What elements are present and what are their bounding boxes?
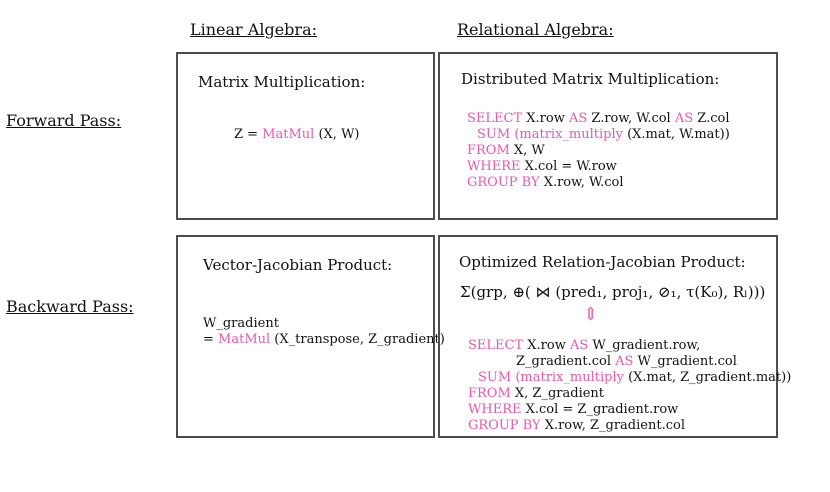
kw-as: AS [674, 111, 694, 126]
kw-matrix-multiply: (matrix_multiply [510, 127, 623, 142]
txt: X.col = Z_gradient.row [521, 402, 679, 417]
txt: (X_transpose, Z_gradient) [270, 332, 445, 347]
txt: Z.row, W.col [587, 111, 675, 126]
txt: = [203, 332, 219, 347]
kw-group-by: GROUP BY [468, 418, 541, 433]
double-arrow-icon: ⇕ [583, 304, 599, 325]
kw-sum: SUM [478, 370, 512, 385]
sql-line-where [467, 159, 617, 175]
kw-as: AS [615, 354, 634, 369]
txt: Z_gradient.col [516, 354, 616, 369]
distributed-matmul-box [438, 52, 778, 220]
relational-algebra-header: Relational Algebra: [457, 20, 614, 39]
matrix-multiplication-title: Matrix Multiplication: [198, 73, 366, 91]
forward-pass-label: Forward Pass: [6, 111, 122, 130]
sql-line-select [468, 338, 700, 354]
kw-from: FROM [468, 386, 511, 401]
sql-line-from [468, 386, 604, 402]
kw-from: FROM [467, 143, 510, 158]
eq-right: (X, W) [314, 127, 360, 142]
sql-line-sum [477, 127, 730, 143]
txt: X, Z_gradient [510, 386, 605, 401]
distributed-matmul-title: Distributed Matrix Multiplication: [461, 70, 720, 88]
txt: (X.mat, Z_gradient.mat)) [623, 370, 792, 385]
relation-jacobian-title: Optimized Relation-Jacobian Product: [459, 253, 746, 271]
kw-as: AS [568, 111, 588, 126]
sql-line-sum [478, 370, 791, 386]
kw-group-by: GROUP BY [467, 175, 540, 190]
txt: W_gradient.row, [588, 338, 701, 353]
kw-where: WHERE [468, 402, 522, 417]
vector-jacobian-box [176, 235, 445, 438]
vjp-line-2 [203, 332, 445, 348]
txt: X.row, W.col [539, 175, 624, 190]
eq-left: Z = [234, 127, 263, 142]
vjp-line-1: W_gradient [203, 316, 279, 331]
kw-where: WHERE [467, 159, 521, 174]
kw-matrix-multiply: (matrix_multiply [511, 370, 624, 385]
txt: X, W [509, 143, 545, 158]
relation-jacobian-box [438, 235, 792, 438]
matmul-fn: MatMul [262, 127, 315, 142]
txt: X.row, Z_gradient.col [540, 418, 685, 433]
matmul-equation [234, 127, 360, 143]
relation-jacobian-formula: Σ(grp, ⊕( ⋈ (pred₁, proj₁, ⊘₁, τ(K₀), Rₗ))) [460, 283, 766, 301]
txt: X.row [523, 338, 570, 353]
backward-pass-label: Backward Pass: [6, 297, 134, 316]
txt: (X.mat, W.mat)) [622, 127, 730, 142]
sql-line-from [467, 143, 545, 159]
sql-line-groupby [468, 418, 685, 434]
sql-line-select-cont [516, 354, 737, 370]
vector-jacobian-title: Vector-Jacobian Product: [203, 256, 393, 274]
linear-algebra-header: Linear Algebra: [190, 20, 317, 39]
txt: Z.col [693, 111, 730, 126]
matmul-fn: MatMul [218, 332, 271, 347]
kw-select: SELECT [467, 111, 523, 126]
kw-sum: SUM [477, 127, 511, 142]
kw-select: SELECT [468, 338, 524, 353]
kw-as: AS [569, 338, 589, 353]
txt: X.col = W.row [520, 159, 617, 174]
sql-line-groupby [467, 175, 623, 191]
matrix-multiplication-box [176, 52, 435, 220]
txt: W_gradient.col [633, 354, 737, 369]
txt: X.row [522, 111, 569, 126]
sql-line-where [468, 402, 678, 418]
sql-line-select [467, 111, 730, 127]
